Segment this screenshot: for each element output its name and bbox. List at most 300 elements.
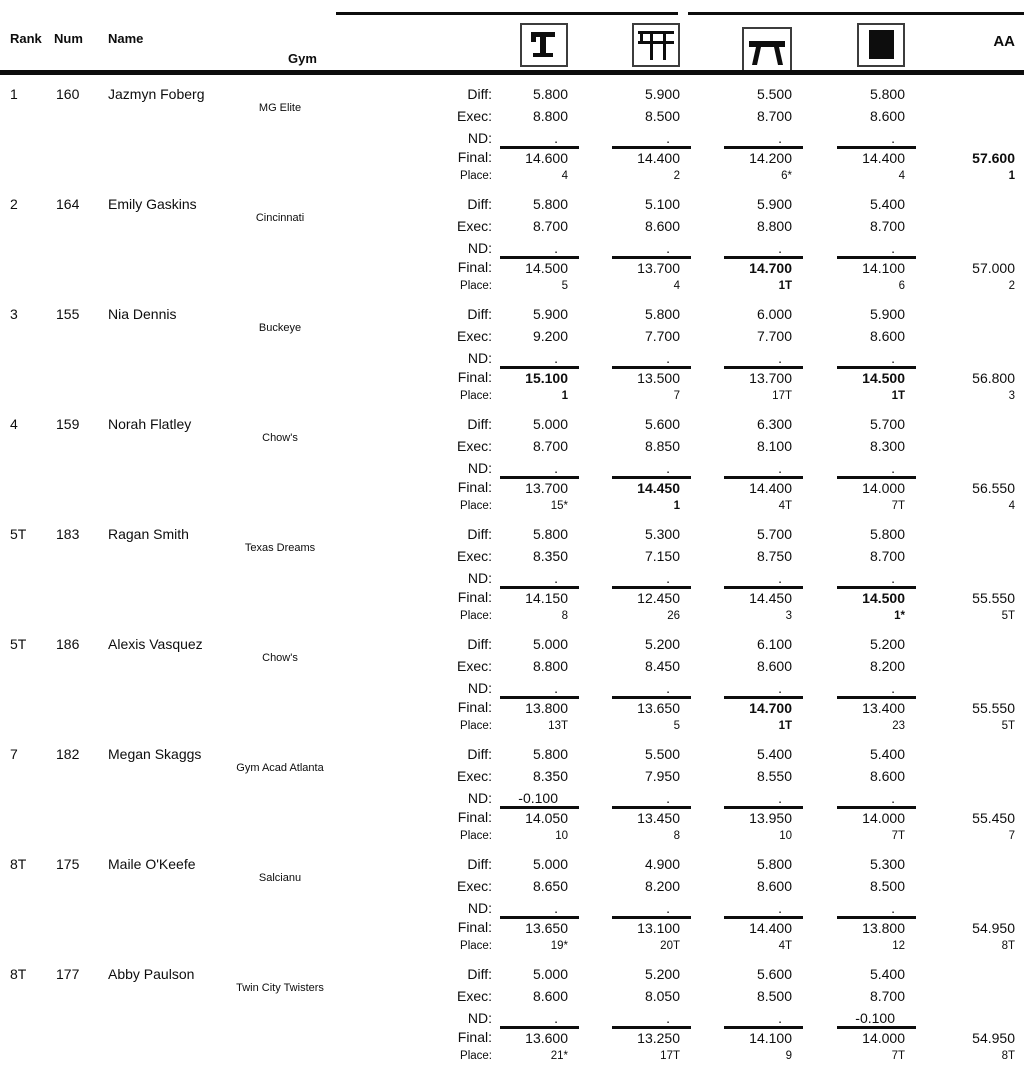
sum-underline (500, 476, 579, 479)
exec-score: 8.600 (869, 108, 905, 124)
aa-place-cell: 3 (1008, 390, 1015, 402)
exec-score: 7.950 (644, 768, 680, 784)
aa-score-column (920, 746, 1015, 846)
vault-score-column (496, 86, 568, 186)
place-cell: 8 (673, 830, 680, 842)
row-label-exec: Exec: (456, 658, 492, 674)
sum-underline (500, 146, 579, 149)
diff-score: 5.800 (532, 526, 568, 542)
place-cell: 1T (778, 720, 792, 732)
nd-score: -0.100 (855, 1010, 895, 1026)
row-label-place: Place: (460, 720, 492, 732)
aa-place-cell: 8T (1001, 1050, 1015, 1062)
final-score: 13.700 (637, 260, 680, 276)
place-cell: 6 (898, 280, 905, 292)
athlete-name: Abby Paulson (108, 966, 195, 982)
exec-score: 8.800 (532, 658, 568, 674)
row-label-diff: Diff: (467, 856, 492, 872)
final-score: 13.400 (862, 700, 905, 716)
uneven-bars-icon (637, 28, 675, 62)
diff-score: 5.200 (644, 636, 680, 652)
diff-score: 5.500 (644, 746, 680, 762)
nd-score: . (891, 790, 895, 806)
sum-underline (724, 586, 803, 589)
aa-score-column (920, 196, 1015, 296)
uneven-bars-score-column (608, 196, 680, 296)
vault-header-box (520, 23, 568, 67)
gym-name: MG Elite (258, 102, 302, 114)
aa-score-column (920, 856, 1015, 956)
exec-score: 8.500 (644, 108, 680, 124)
diff-score: 5.500 (756, 86, 792, 102)
floor-score-column (833, 856, 905, 956)
row-label-diff: Diff: (467, 746, 492, 762)
balance-beam-score-column (720, 416, 792, 516)
place-cell: 2 (673, 170, 680, 182)
final-score: 13.100 (637, 920, 680, 936)
floor-score-column (833, 636, 905, 736)
exec-score: 8.700 (869, 548, 905, 564)
gym-name: Twin City Twisters (236, 982, 324, 994)
exec-score: 7.700 (756, 328, 792, 344)
sum-underline (837, 1026, 916, 1029)
final-score: 14.150 (525, 590, 568, 606)
exec-score: 8.450 (644, 658, 680, 674)
nd-score: . (891, 130, 895, 146)
exec-score: 8.350 (532, 548, 568, 564)
floor-score-column (833, 526, 905, 626)
place-cell: 1* (894, 610, 905, 622)
nd-score: . (778, 790, 782, 806)
place-cell: 13T (548, 720, 568, 732)
gym-name: Buckeye (258, 322, 302, 334)
sum-underline (612, 806, 691, 809)
aa-score-column (920, 526, 1015, 626)
diff-score: 5.800 (869, 86, 905, 102)
header-group-line-left (336, 12, 678, 15)
num-cell: 182 (56, 746, 80, 762)
final-score: 14.500 (862, 370, 905, 386)
nd-score: . (891, 350, 895, 366)
sum-underline (837, 366, 916, 369)
nd-score: . (891, 900, 895, 916)
num-cell: 177 (56, 966, 80, 982)
floor-icon (862, 28, 900, 62)
aa-score-column (920, 86, 1015, 186)
exec-score: 8.550 (756, 768, 792, 784)
aa-final-score: 54.950 (972, 1030, 1015, 1046)
diff-score: 5.200 (869, 636, 905, 652)
athlete-name: Maile O'Keefe (108, 856, 196, 872)
header-group-line-right (688, 12, 1024, 15)
sum-underline (500, 366, 579, 369)
num-cell: 164 (56, 196, 80, 212)
row-label-place: Place: (460, 610, 492, 622)
gym-name: Chow's (262, 432, 298, 444)
exec-score: 8.600 (869, 768, 905, 784)
place-cell: 4T (778, 500, 792, 512)
sum-underline (500, 806, 579, 809)
exec-score: 8.850 (644, 438, 680, 454)
athlete-name: Nia Dennis (108, 306, 177, 322)
row-label-diff: Diff: (467, 526, 492, 542)
athlete-name: Jazmyn Foberg (108, 86, 205, 102)
nd-score: . (554, 680, 558, 696)
aa-place-cell: 2 (1008, 280, 1015, 292)
vault-score-column (496, 416, 568, 516)
exec-score: 8.800 (532, 108, 568, 124)
row-label-nd: ND: (467, 1010, 492, 1026)
balance-beam-header-box (742, 27, 792, 73)
athlete-name: Norah Flatley (108, 416, 192, 432)
sum-underline (724, 916, 803, 919)
diff-score: 5.000 (532, 856, 568, 872)
nd-score: . (666, 460, 670, 476)
nd-score: . (666, 900, 670, 916)
exec-score: 8.300 (869, 438, 905, 454)
rank-cell: 4 (10, 416, 18, 432)
name-column-header: Name (108, 31, 144, 46)
exec-score: 8.350 (532, 768, 568, 784)
final-score: 14.400 (749, 480, 792, 496)
sum-underline (724, 806, 803, 809)
row-label-place: Place: (460, 390, 492, 402)
nd-score: . (554, 240, 558, 256)
aa-final-score: 57.000 (972, 260, 1015, 276)
place-cell: 4 (561, 170, 568, 182)
sum-underline (724, 256, 803, 259)
exec-score: 8.200 (869, 658, 905, 674)
sum-underline (837, 916, 916, 919)
exec-score: 7.150 (644, 548, 680, 564)
sum-underline (612, 146, 691, 149)
aa-final-score: 54.950 (972, 920, 1015, 936)
diff-score: 6.100 (756, 636, 792, 652)
exec-score: 8.500 (756, 988, 792, 1004)
num-cell: 160 (56, 86, 80, 102)
diff-score: 5.900 (532, 306, 568, 322)
row-label-nd: ND: (467, 570, 492, 586)
exec-score: 9.200 (532, 328, 568, 344)
final-score: 13.700 (749, 370, 792, 386)
row-label-nd: ND: (467, 130, 492, 146)
row-label-nd: ND: (467, 460, 492, 476)
sum-underline (500, 586, 579, 589)
aa-final-score: 57.600 (972, 150, 1015, 166)
floor-score-column (833, 746, 905, 846)
nd-score: . (778, 460, 782, 476)
place-cell: 1 (673, 500, 680, 512)
place-cell: 20T (660, 940, 680, 952)
row-label-exec: Exec: (456, 548, 492, 564)
diff-score: 5.300 (644, 526, 680, 542)
diff-score: 6.000 (756, 306, 792, 322)
place-cell: 8 (561, 610, 568, 622)
aa-score-column (920, 416, 1015, 516)
row-label-place: Place: (460, 940, 492, 952)
final-score: 14.000 (862, 1030, 905, 1046)
place-cell: 4 (898, 170, 905, 182)
row-label-nd: ND: (467, 900, 492, 916)
place-cell: 21* (550, 1050, 568, 1062)
nd-score: . (891, 460, 895, 476)
row-label-final: Final: (457, 1029, 492, 1045)
vault-score-column (496, 856, 568, 956)
exec-score: 8.500 (869, 878, 905, 894)
nd-score: . (554, 900, 558, 916)
final-score: 14.000 (862, 810, 905, 826)
diff-score: 5.000 (532, 416, 568, 432)
final-score: 13.250 (637, 1030, 680, 1046)
place-cell: 17T (660, 1050, 680, 1062)
final-score: 14.100 (862, 260, 905, 276)
sum-underline (837, 806, 916, 809)
place-cell: 9 (785, 1050, 792, 1062)
rank-cell: 8T (10, 856, 27, 872)
exec-score: 8.600 (756, 878, 792, 894)
sum-underline (612, 366, 691, 369)
exec-score: 8.700 (756, 108, 792, 124)
final-score: 14.200 (749, 150, 792, 166)
diff-score: 5.600 (644, 416, 680, 432)
athlete-block (0, 306, 1024, 416)
nd-score: . (554, 1010, 558, 1026)
rank-cell: 5T (10, 636, 27, 652)
diff-score: 5.800 (532, 86, 568, 102)
nd-score: . (778, 350, 782, 366)
final-score: 13.650 (637, 700, 680, 716)
place-cell: 1T (891, 390, 905, 402)
sum-underline (724, 476, 803, 479)
final-score: 13.650 (525, 920, 568, 936)
place-cell: 7T (891, 500, 905, 512)
row-label-place: Place: (460, 170, 492, 182)
final-score: 15.100 (525, 370, 568, 386)
row-label-final: Final: (457, 589, 492, 605)
nd-score: . (554, 460, 558, 476)
diff-score: 5.300 (869, 856, 905, 872)
row-label-diff: Diff: (467, 196, 492, 212)
diff-score: 5.400 (756, 746, 792, 762)
rank-cell: 2 (10, 196, 18, 212)
sum-underline (837, 696, 916, 699)
nd-score: . (666, 680, 670, 696)
sum-underline (612, 586, 691, 589)
rank-column-header: Rank (10, 31, 42, 46)
aa-final-score: 56.550 (972, 480, 1015, 496)
place-cell: 10 (779, 830, 792, 842)
row-label-final: Final: (457, 699, 492, 715)
sum-underline (612, 696, 691, 699)
final-score: 14.500 (862, 590, 905, 606)
balance-beam-score-column (720, 196, 792, 296)
sum-underline (837, 476, 916, 479)
uneven-bars-score-column (608, 636, 680, 736)
final-score: 13.800 (525, 700, 568, 716)
row-label-exec: Exec: (456, 328, 492, 344)
final-score: 14.450 (637, 480, 680, 496)
balance-beam-score-column (720, 746, 792, 846)
athlete-block (0, 416, 1024, 526)
final-score: 14.500 (525, 260, 568, 276)
final-score: 13.450 (637, 810, 680, 826)
nd-score: . (666, 350, 670, 366)
final-score: 14.400 (862, 150, 905, 166)
place-cell: 1 (561, 390, 568, 402)
aa-place-cell: 7 (1008, 830, 1015, 842)
final-score: 13.600 (525, 1030, 568, 1046)
aa-score-column (920, 966, 1015, 1066)
place-cell: 7T (891, 830, 905, 842)
place-cell: 7 (673, 390, 680, 402)
aa-final-score: 55.450 (972, 810, 1015, 826)
final-score: 14.450 (749, 590, 792, 606)
num-cell: 175 (56, 856, 80, 872)
nd-score: . (891, 240, 895, 256)
nd-score: . (778, 1010, 782, 1026)
exec-score: 8.600 (756, 658, 792, 674)
row-label-exec: Exec: (456, 218, 492, 234)
balance-beam-score-column (720, 526, 792, 626)
rank-cell: 7 (10, 746, 18, 762)
row-label-exec: Exec: (456, 878, 492, 894)
row-label-nd: ND: (467, 240, 492, 256)
balance-beam-score-column (720, 636, 792, 736)
vault-score-column (496, 746, 568, 846)
place-cell: 15* (550, 500, 568, 512)
row-label-diff: Diff: (467, 636, 492, 652)
final-score: 14.400 (749, 920, 792, 936)
uneven-bars-score-column (608, 526, 680, 626)
floor-header-box (857, 23, 905, 67)
num-cell: 155 (56, 306, 80, 322)
sum-underline (500, 1026, 579, 1029)
vault-score-column (496, 196, 568, 296)
aa-final-score: 55.550 (972, 700, 1015, 716)
athlete-name: Alexis Vasquez (108, 636, 203, 652)
nd-score: . (554, 130, 558, 146)
row-label-place: Place: (460, 1050, 492, 1062)
balance-beam-score-column (720, 856, 792, 956)
aa-place-cell: 4 (1008, 500, 1015, 512)
vault-icon (525, 28, 563, 62)
sum-underline (837, 146, 916, 149)
athlete-name: Ragan Smith (108, 526, 189, 542)
exec-score: 8.600 (869, 328, 905, 344)
final-score: 13.500 (637, 370, 680, 386)
nd-score: -0.100 (518, 790, 558, 806)
vault-score-column (496, 526, 568, 626)
row-label-place: Place: (460, 830, 492, 842)
final-score: 14.400 (637, 150, 680, 166)
uneven-bars-score-column (608, 306, 680, 406)
sum-underline (837, 256, 916, 259)
floor-score-column (833, 306, 905, 406)
diff-score: 5.000 (532, 636, 568, 652)
row-label-nd: ND: (467, 350, 492, 366)
row-label-final: Final: (457, 809, 492, 825)
diff-score: 5.400 (869, 196, 905, 212)
place-cell: 4T (778, 940, 792, 952)
aa-score-column (920, 306, 1015, 406)
header-rule (0, 70, 1024, 75)
nd-score: . (554, 570, 558, 586)
nd-score: . (554, 350, 558, 366)
floor-score-column (833, 966, 905, 1066)
sum-underline (612, 916, 691, 919)
athlete-block (0, 746, 1024, 856)
aa-place-cell: 1 (1008, 170, 1015, 182)
diff-score: 5.700 (756, 526, 792, 542)
place-cell: 1T (778, 280, 792, 292)
gym-name: Salcianu (258, 872, 302, 884)
athlete-block (0, 856, 1024, 966)
num-cell: 183 (56, 526, 80, 542)
num-cell: 159 (56, 416, 80, 432)
exec-score: 8.050 (644, 988, 680, 1004)
balance-beam-score-column (720, 306, 792, 406)
place-cell: 7T (891, 1050, 905, 1062)
sum-underline (724, 366, 803, 369)
final-score: 13.700 (525, 480, 568, 496)
row-label-exec: Exec: (456, 768, 492, 784)
uneven-bars-header-box (632, 23, 680, 67)
nd-score: . (778, 680, 782, 696)
row-label-exec: Exec: (456, 988, 492, 1004)
gym-name: Texas Dreams (244, 542, 316, 554)
place-cell: 10 (555, 830, 568, 842)
place-cell: 12 (892, 940, 905, 952)
row-label-exec: Exec: (456, 108, 492, 124)
balance-beam-icon (747, 33, 787, 67)
final-score: 14.600 (525, 150, 568, 166)
athlete-block (0, 86, 1024, 196)
place-cell: 5 (673, 720, 680, 732)
exec-score: 8.600 (644, 218, 680, 234)
nd-score: . (891, 680, 895, 696)
row-label-final: Final: (457, 369, 492, 385)
floor-score-column (833, 196, 905, 296)
floor-score-column (833, 416, 905, 516)
exec-score: 8.200 (644, 878, 680, 894)
diff-score: 5.400 (869, 746, 905, 762)
aa-final-score: 55.550 (972, 590, 1015, 606)
row-label-final: Final: (457, 479, 492, 495)
rank-cell: 1 (10, 86, 18, 102)
final-score: 14.700 (749, 700, 792, 716)
row-label-nd: ND: (467, 790, 492, 806)
sum-underline (837, 586, 916, 589)
balance-beam-score-column (720, 966, 792, 1066)
nd-score: . (666, 570, 670, 586)
nd-score: . (666, 1010, 670, 1026)
aa-final-score: 56.800 (972, 370, 1015, 386)
exec-score: 8.100 (756, 438, 792, 454)
floor-score-column (833, 86, 905, 186)
gym-name: Gym Acad Atlanta (236, 762, 324, 774)
num-column-header: Num (54, 31, 83, 46)
gym-name: Cincinnati (255, 212, 305, 224)
place-cell: 6* (781, 170, 792, 182)
row-label-place: Place: (460, 500, 492, 512)
row-label-nd: ND: (467, 680, 492, 696)
diff-score: 5.800 (532, 196, 568, 212)
place-cell: 17T (772, 390, 792, 402)
nd-score: . (778, 240, 782, 256)
uneven-bars-score-column (608, 856, 680, 956)
sum-underline (724, 1026, 803, 1029)
aa-place-cell: 5T (1001, 720, 1015, 732)
